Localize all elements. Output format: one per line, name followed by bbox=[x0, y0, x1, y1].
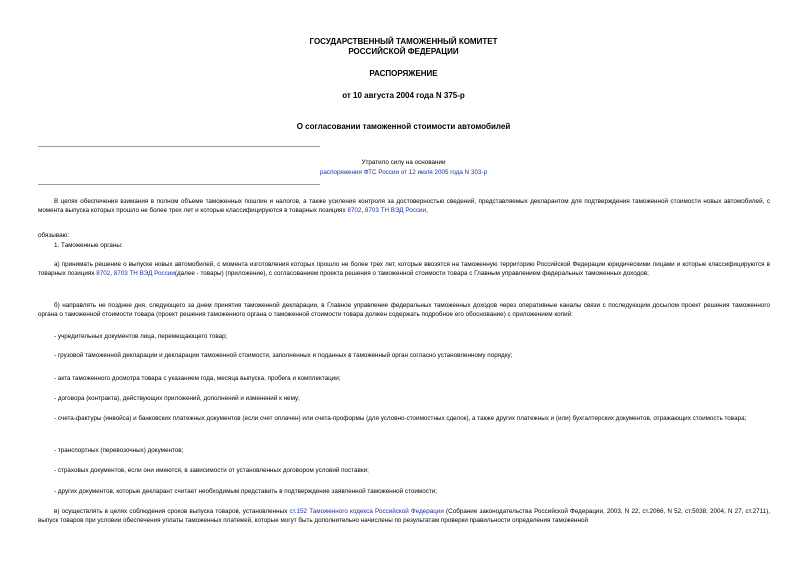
document-title: О согласовании таможенной стоимости автомобилей bbox=[296, 122, 511, 131]
preamble-end: , bbox=[426, 206, 428, 214]
link-8703-tn-ved[interactable]: 8703 ТН ВЭД России bbox=[113, 269, 175, 277]
link-8703-tn-ved[interactable]: 8703 ТН ВЭД России bbox=[364, 206, 427, 214]
agency-name-line1: ГОСУДАРСТВЕННЫЙ ТАМОЖЕННЫЙ КОМИТЕТ bbox=[309, 37, 498, 46]
link-separator: , bbox=[361, 206, 365, 214]
paragraph-b: б) направлять не позднее дня, следующего за днем принятия таможенной декларации, в Главное управление федеральных таможенных доходов через оперативные каналы связи с последующим досылом проект решения таможенного органа о таможенной стоимости товара (проект решения таможенного органа о таможенной стоимости товара должен содержать подробное его обоснование) с приложением копий: bbox=[38, 302, 770, 318]
paragraph-a bbox=[38, 261, 770, 278]
document-date-number: от 10 августа 2004 года N 375-р bbox=[342, 91, 465, 100]
list-item: - счета-фактуры (инвойса) и банковских платежных документов (если счет оплачен) или счета-проформы (для условно-стоимостных сделок), а также других платежных и (или) бухгалтерских документов, отражающих стоимость товара; bbox=[54, 415, 747, 422]
list-item: - договора (контракта), действующих приложений, дополнений и изменений к нему; bbox=[54, 395, 300, 402]
divider-top bbox=[38, 146, 320, 147]
link-8702[interactable]: 8702 bbox=[96, 269, 111, 277]
agency-name-line2: РОССИЙСКОЙ ФЕДЕРАЦИИ bbox=[348, 47, 459, 56]
list-item: - грузовой таможенной декларации и декларации таможенной стоимости, заполненных и поданных в таможенный орган согласно установленному порядку; bbox=[54, 352, 513, 359]
status-note-text: Утратило силу на основании bbox=[361, 159, 446, 166]
paragraph-c bbox=[38, 508, 770, 525]
link-8702[interactable]: 8702 bbox=[347, 206, 362, 214]
list-item: - страховых документов, если они имеются, в зависимости от установленных договором условий поставки; bbox=[54, 467, 369, 474]
status-note-link[interactable]: распоряжения ФТС России от 12 июля 2005 года N 303-р bbox=[319, 169, 488, 176]
divider-bottom bbox=[38, 184, 320, 185]
paragraph-a-end: (далее - товары) (приложение), с согласованием проекта решения о таможенной стоимости товара с Главным управлением федеральных таможенных доходов; bbox=[174, 269, 649, 277]
list-item: - транспортных (перевозочных) документов; bbox=[54, 447, 184, 454]
paragraph-c-text: в) осуществлять в целях соблюдения сроков выпуска товаров, установленных bbox=[54, 508, 290, 515]
link-separator: , bbox=[110, 269, 114, 277]
list-item: - учредительных документов лица, перемещающего товар; bbox=[54, 333, 228, 340]
paragraph-c-end: (Собрание законодательства Российской Федерации, 2003, N 22, ст.2066, N 52, ст.5038; 2004, N 27, ст.2711), выпуск товаров при условии обеспечения уплаты таможенных платежей, которые могут быть дополнительно начислены по результатам проверки правильности определения таможенной bbox=[38, 508, 770, 524]
list-item: - других документов, которые декларант считает необходимым представить в подтверждение заявленной таможенной стоимости; bbox=[54, 488, 438, 495]
item-1-heading: 1. Таможенные органы: bbox=[54, 242, 123, 249]
document-type: РАСПОРЯЖЕНИЕ bbox=[369, 69, 438, 78]
preamble-text: В целях обеспечения взимания в полном объеме таможенных пошлин и налогов, а также усиления контроля за достоверностью сведений, представляемых декларантом для подтверждения таможенной стоимости новых автомобилей, с момента выпуска которых прошло не более трех лет и которые классифицируются в товарных позициях bbox=[38, 198, 770, 214]
list-item: - акта таможенного досмотра товара с указанием года, месяца выпуска, пробега и комплектации; bbox=[54, 375, 341, 382]
preamble-paragraph bbox=[38, 198, 770, 215]
paragraph-a-text: а) принимать решение о выпуске новых автомобилей, с момента изготовления которых прошло не более трех лет, которые ввозятся на таможенную территорию Российской Федерации юридическими лицами и которые классифицируются в товарных позициях bbox=[38, 261, 770, 277]
obligate-text: обязываю: bbox=[38, 232, 70, 239]
link-customs-code-art-152[interactable]: ст.152 Таможенного кодекса Российской Федерации bbox=[289, 508, 444, 515]
